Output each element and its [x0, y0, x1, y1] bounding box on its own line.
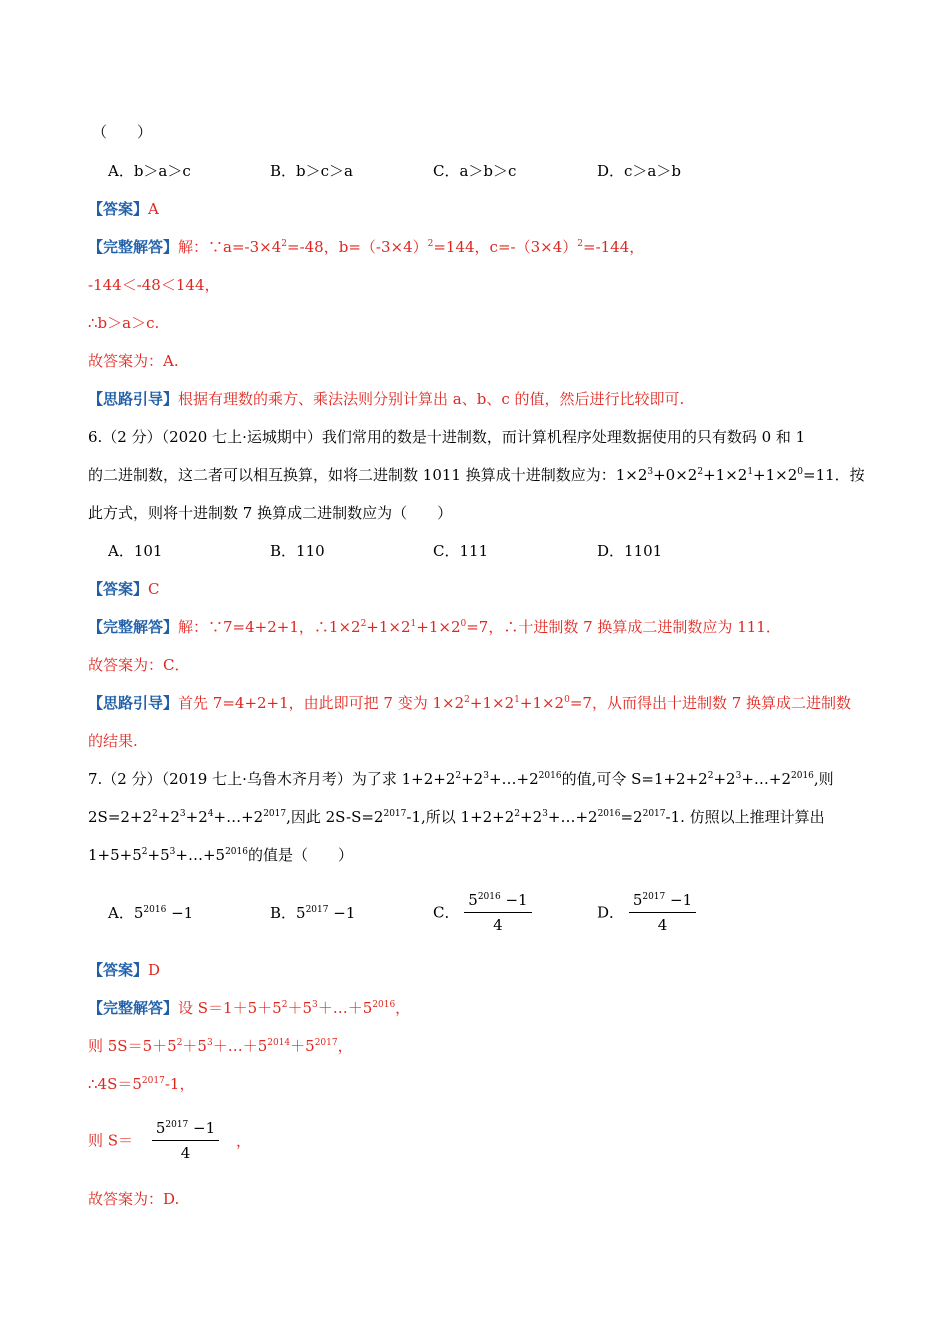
fraction: $\frac{5^{2017} -1}{4}$ [152, 1118, 219, 1163]
q7-solution-line1: 【完整解答】设 $S=1+5+5^2+5^3+\dots+5^{2016}$， [88, 999, 411, 1017]
hint-label: 【思路引导】 [88, 694, 179, 712]
q7-solution-line2: 则 $5S=5+5^2+5^3+\dots+5^{2014}+5^{2017}$， [88, 1037, 353, 1055]
q6-stem-line3: 此方式，则将十进制数 7 换算成二进制数应为（ ） [88, 504, 453, 522]
answer-label: 【答案】 [88, 961, 149, 979]
q6-option-b: B．110 [270, 542, 325, 560]
q5-hint: 【思路引导】根据有理数的乘方、乘法法则分别计算出 a、b、c 的值，然后进行比较即可. [88, 390, 685, 408]
q5-option-a: A．b＞a＞c [108, 162, 191, 180]
q5-paren: （ ） [92, 123, 153, 141]
q6-stem-line2: 的二进制数，这二者可以相互换算，如将二进制数 1011 换算成十进制数应为：$1\times 2^3+0\times 2^2+1\times 2^1+1\times 2^0=11$．按 [88, 466, 865, 484]
q5-option-b: B．b＞c＞a [270, 162, 353, 180]
q6-hint-line2: 的结果. [88, 732, 138, 750]
q6-option-c: C．111 [433, 542, 489, 560]
q6-answer [88, 579, 160, 599]
q6-option-d: D．1101 [597, 542, 663, 560]
hint-label: 【思路引导】 [88, 390, 179, 408]
q6-hint-line1: 【思路引导】首先 7=4+2+1，由此即可把 7 变为 $1\times 2^2+1\times 2^1+1\times 2^0=7$，从而得出十进制数 7 换算成二进制数 [88, 694, 852, 712]
q5-solution-line1: 【完整解答】解：$\because a=-3\times 4^2=-48$，$b=(-3\times 4)^2=144$，$c=-(3\times 4)^2=-144$， [88, 238, 645, 256]
q7-option-c: C． $\frac{5^{2016} -1}{4}$ [433, 890, 532, 935]
q7-stem-line1: 7.（2 分）（2019 七上·乌鲁木齐月考）为了求 $1+2+2^2+2^3+\dots+2^{2016}$的值,可令 $S=1+2+2^2+2^3+\dots+2^{2016}$,则 [88, 770, 834, 788]
q7-solution-line4: 则 S＝ $\frac{5^{2017} -1}{4}$ ， [88, 1119, 251, 1162]
solution-label: 【完整解答】 [88, 238, 179, 256]
fraction: $\frac{5^{2016} -1}{4}$ [464, 890, 531, 935]
q7-stem-line3: $1+5+5^2+5^3+\dots+5^{2016}$的值是（ ） [88, 846, 353, 864]
q7-option-b: B．$5^{2017} -1$ [270, 904, 356, 922]
q7-answer [88, 960, 160, 980]
q7-solution-line3: $\therefore 4S=5^{2017}-1$， [88, 1075, 195, 1093]
answer-label: 【答案】 [88, 200, 149, 218]
q6-solution: 【完整解答】解：∵7=4+2+1，$\therefore 1\times 2^2+1\times 2^1+1\times 2^0=7$，∴十进制数 7 换算成二进制数应为 111． [88, 618, 781, 636]
q6-stem-line1: 6.（2 分）（2020 七上·运城期中）我们常用的数是十进制数，而计算机程序处理数据使用的只有数码 0 和 1 [88, 428, 806, 446]
q5-solution-line3: ∴b＞a＞c. [88, 314, 160, 332]
q7-stem-line2: $2S=2+2^2+2^3+2^4+\dots+2^{2017}$,因此 $2S-S=2^{2017}-1$,所以 $1+2+2^2+2^3+\dots+2^{2016}=2^{2017}-1$. 仿照以上推理计算出 [88, 808, 825, 826]
answer-label: 【答案】 [88, 580, 149, 598]
q7-final: 故答案为：D. [88, 1190, 180, 1208]
answer-value: D [148, 961, 161, 979]
q5-answer [88, 199, 159, 219]
solution-label: 【完整解答】 [88, 999, 179, 1017]
fraction: $\frac{5^{2017} -1}{4}$ [629, 890, 696, 935]
q6-option-a: A．101 [108, 542, 163, 560]
q5-option-d: D．c＞a＞b [597, 162, 681, 180]
q7-option-a: A．$5^{2016} -1$ [108, 904, 194, 922]
q5-final: 故答案为：A. [88, 352, 179, 370]
answer-value: A [148, 200, 159, 218]
q5-option-c: C．a＞b＞c [433, 162, 517, 180]
q6-final: 故答案为：C． [88, 656, 190, 674]
q7-option-d: D． $\frac{5^{2017} -1}{4}$ [597, 890, 696, 935]
answer-value: C [148, 580, 160, 598]
solution-label: 【完整解答】 [88, 618, 179, 636]
q5-solution-line2: -144＜-48＜144， [88, 276, 220, 294]
